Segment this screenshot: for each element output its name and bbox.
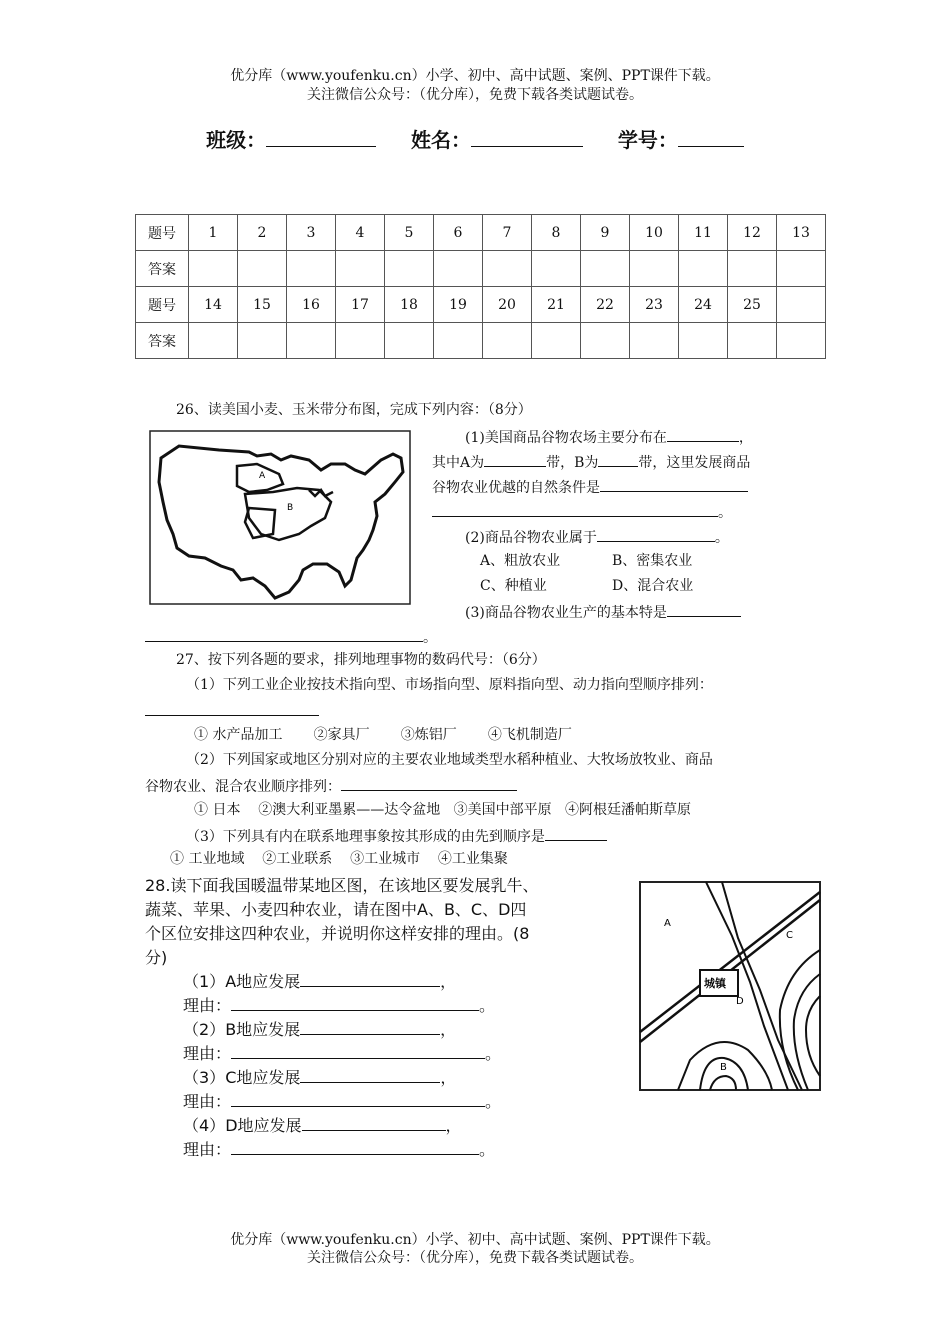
question-number: 22 (581, 287, 630, 323)
contour-line (806, 996, 820, 1076)
us-map-figure (149, 430, 411, 606)
question-number: 13 (777, 215, 826, 251)
answer-cell[interactable] (581, 251, 630, 287)
q27-sub2-line2 (145, 777, 517, 796)
table-row (136, 323, 826, 359)
q28-reason-label: 理由： (183, 1092, 232, 1111)
answer-blank[interactable] (598, 453, 638, 467)
number-field[interactable] (678, 128, 744, 147)
question-number (777, 287, 826, 323)
q27-sub1: （1）下列工业企业按技术指向型、市场指向型、原料指向型、动力指向型顺序排列： (186, 677, 713, 693)
answer-blank[interactable] (231, 1139, 479, 1155)
q27-item: ④工业集聚 (437, 851, 508, 867)
q28-text: D地应发展 (225, 1116, 302, 1135)
question-number: 21 (532, 287, 581, 323)
answer-blank[interactable] (300, 1067, 440, 1083)
answer-blank[interactable] (667, 428, 739, 442)
q27-sub3 (186, 827, 607, 846)
contour-line (710, 1076, 736, 1090)
q28-reason-b (183, 1043, 501, 1064)
q26-p2: (2)商品谷物农业属于 (465, 530, 597, 546)
q26-part3-line2 (145, 628, 437, 647)
question-number: 17 (336, 287, 385, 323)
q27-sub1-items (194, 727, 572, 744)
q27-item: ③工业城市 (350, 851, 421, 867)
q26-p1a: (1)美国商品谷物农场主要分布在 (465, 430, 667, 446)
map-label-d: D (736, 996, 744, 1007)
q27-item: ③炼铝厂 (400, 727, 457, 743)
question-number: 25 (728, 287, 777, 323)
q27-sub3-items (170, 851, 508, 868)
q28-item-a (183, 971, 456, 992)
question-number: 6 (434, 215, 483, 251)
map-label-b: B (720, 1062, 727, 1073)
answer-cell[interactable] (189, 251, 238, 287)
corn-belt-area (245, 488, 331, 540)
question-number: 15 (238, 287, 287, 323)
q27-item: ① 日本 (194, 802, 241, 818)
us-outline (159, 446, 403, 598)
q27-item: ④飞机制造厂 (487, 727, 572, 743)
answer-blank[interactable] (341, 777, 517, 791)
q28-line4: 分) (145, 948, 168, 967)
question-number: 7 (483, 215, 532, 251)
q26-option-c[interactable]: C、种植业 (480, 578, 547, 594)
name-label: 姓名： (411, 128, 471, 152)
answer-cell[interactable] (385, 323, 434, 359)
row-label: 题号 (136, 287, 189, 323)
q28-text: C地应发展 (225, 1068, 301, 1087)
q27-s2b: 谷物农业、混合农业顺序排列： (145, 779, 341, 795)
answer-cell[interactable] (336, 251, 385, 287)
map-label-c: C (786, 930, 793, 941)
q26-p1b: ， (738, 430, 753, 446)
q26-title: 26、读美国小麦、玉米带分布图，完成下列内容：（8分） (176, 402, 532, 418)
q28-text: A地应发展 (225, 972, 301, 991)
answer-cell[interactable] (385, 251, 434, 287)
footer-line-2: 关注微信公众号：（优分库），免费下载各类试题试卷。 (307, 1250, 643, 1266)
table-row (136, 287, 826, 323)
q28-reason-label: 理由： (183, 996, 232, 1015)
number-label: 学号： (617, 128, 678, 152)
q26-option-a[interactable]: A、粗放农业 (480, 553, 561, 569)
q28-reason-d (183, 1139, 495, 1160)
header-line-1: 优分库（www.youfenku.cn）小学、初中、高中试题、案例、PPT课件下载。 (230, 68, 720, 84)
answer-cell[interactable] (777, 323, 826, 359)
answer-cell[interactable] (630, 323, 679, 359)
name-field[interactable] (471, 128, 583, 147)
question-number: 14 (189, 287, 238, 323)
regional-map-figure (638, 880, 822, 1092)
answer-blank[interactable] (231, 995, 479, 1011)
q27-sub1-blank (145, 702, 319, 721)
q26-part3 (465, 603, 741, 622)
answer-blank[interactable] (600, 478, 748, 492)
q26-part1-line2 (432, 453, 750, 472)
q28-period: 。 (485, 1092, 502, 1111)
question-number: 1 (189, 215, 238, 251)
q28-comma: ， (440, 1020, 457, 1039)
q26-part1-line4 (432, 503, 732, 522)
q26-part1-line3 (432, 478, 748, 497)
question-number: 2 (238, 215, 287, 251)
answer-cell[interactable] (287, 251, 336, 287)
answer-cell[interactable] (532, 323, 581, 359)
q27-item: ②家具厂 (313, 727, 370, 743)
row-label: 答案 (136, 251, 189, 287)
q27-sub2: （2）下列国家或地区分别对应的主要农业地域类型水稻种植业、大牧场放牧业、商品 (186, 752, 713, 768)
table-row (136, 251, 826, 287)
answer-cell[interactable] (483, 251, 532, 287)
answer-cell[interactable] (434, 251, 483, 287)
q26-p2end: 。 (714, 530, 729, 546)
answer-cell[interactable] (336, 323, 385, 359)
q28-period: 。 (479, 996, 496, 1015)
map-frame (150, 431, 410, 604)
answer-cell[interactable] (434, 323, 483, 359)
q27-item: ① 工业地域 (170, 851, 245, 867)
answer-blank[interactable] (302, 1115, 446, 1131)
answer-cell[interactable] (728, 251, 777, 287)
answer-cell[interactable] (287, 323, 336, 359)
q28-line3: 个区位安排这四种农业，并说明你这样安排的理由。(8 (145, 924, 530, 943)
q28-num: （2） (183, 1020, 226, 1039)
q27-item: ① 水产品加工 (194, 727, 283, 743)
answer-cell[interactable] (238, 323, 287, 359)
question-number: 20 (483, 287, 532, 323)
q26-p3end: 。 (423, 630, 437, 646)
answer-cell[interactable] (189, 323, 238, 359)
question-number: 18 (385, 287, 434, 323)
answer-blank[interactable] (300, 1019, 440, 1035)
answer-cell[interactable] (238, 251, 287, 287)
answer-table (135, 214, 826, 359)
answer-blank[interactable] (145, 702, 319, 716)
q28-item-d (183, 1115, 462, 1136)
q28-comma: ， (445, 1116, 462, 1135)
q28-item-b (183, 1019, 456, 1040)
answer-cell[interactable] (581, 323, 630, 359)
class-label: 班级： (206, 128, 267, 152)
q27-item: ③美国中部平原 (453, 802, 552, 818)
q26-p1f: 谷物农业优越的自然条件是 (432, 480, 600, 496)
answer-blank[interactable] (597, 528, 715, 542)
q28-comma: ， (440, 1068, 457, 1087)
q27-item: ④阿根廷潘帕斯草原 (564, 802, 691, 818)
q27-sub2-items (194, 802, 691, 819)
row-label: 题号 (136, 215, 189, 251)
q28-text: B地应发展 (225, 1020, 301, 1039)
q27-s3: （3）下列具有内在联系地理事象按其形成的由先到顺序是 (186, 829, 545, 845)
answer-cell[interactable] (532, 251, 581, 287)
table-row (136, 215, 826, 251)
q28-reason-label: 理由： (183, 1140, 232, 1159)
question-number: 23 (630, 287, 679, 323)
question-number: 16 (287, 287, 336, 323)
question-number: 4 (336, 215, 385, 251)
question-number: 9 (581, 215, 630, 251)
q28-period: 。 (485, 1044, 502, 1063)
q28-num: （1） (183, 972, 226, 991)
q28-reason-c (183, 1091, 501, 1112)
q28-item-c (183, 1067, 456, 1088)
answer-cell[interactable] (728, 323, 777, 359)
question-number: 10 (630, 215, 679, 251)
q26-part2 (465, 528, 729, 547)
question-number: 11 (679, 215, 728, 251)
class-field[interactable] (266, 128, 376, 147)
q26-option-d[interactable]: D、混合农业 (612, 578, 694, 594)
map-label-a: A (664, 918, 671, 929)
answer-blank[interactable] (231, 1043, 485, 1059)
q28-comma: ， (440, 972, 457, 991)
map-label-a: A (259, 471, 266, 481)
answer-cell[interactable] (630, 251, 679, 287)
answer-blank[interactable] (667, 603, 741, 617)
question-number: 5 (385, 215, 434, 251)
question-number: 24 (679, 287, 728, 323)
q26-part1 (465, 428, 753, 447)
answer-blank[interactable] (300, 971, 440, 987)
q28-num: （3） (183, 1068, 226, 1087)
question-number: 19 (434, 287, 483, 323)
answer-blank[interactable] (545, 827, 607, 841)
q28-line2: 蔬菜、苹果、小麦四种农业，请在图中A、B、C、D四 (145, 900, 527, 919)
q26-p1e: 带，这里发展商品 (638, 455, 751, 471)
answer-blank[interactable] (145, 628, 423, 642)
question-number: 3 (287, 215, 336, 251)
footer-line-1: 优分库（www.youfenku.cn）小学、初中、高中试题、案例、PPT课件下载。 (230, 1232, 720, 1248)
map-town-label: 城镇 (704, 977, 726, 990)
header-line-2: 关注微信公众号：（优分库），免费下载各类试题试卷。 (307, 87, 643, 103)
q27-item: ②工业联系 (262, 851, 333, 867)
q28-reason-a (183, 995, 495, 1016)
q26-p1d: 带，B为 (546, 455, 599, 471)
question-number: 12 (728, 215, 777, 251)
row-label: 答案 (136, 323, 189, 359)
answer-blank[interactable] (432, 503, 718, 517)
q28-period: 。 (479, 1140, 496, 1159)
q26-p1g: 。 (718, 505, 732, 521)
q26-option-b[interactable]: B、密集农业 (612, 553, 693, 569)
q27-item: ②澳大利亚墨累——达令盆地 (258, 802, 441, 818)
student-info (0, 124, 950, 153)
answer-cell[interactable] (679, 251, 728, 287)
answer-blank[interactable] (231, 1091, 485, 1107)
q27-title: 27、按下列各题的要求，排列地理事物的数码代号：（6分） (176, 652, 546, 668)
question-number: 8 (532, 215, 581, 251)
q26-p1c: 其中A为 (432, 455, 485, 471)
q28-line1: 28.读下面我国暖温带某地区图，在该地区要发展乳牛、 (145, 876, 539, 895)
map-label-b: B (287, 503, 294, 513)
answer-cell[interactable] (679, 323, 728, 359)
q26-p3: (3)商品谷物农业生产的基本特是 (465, 605, 667, 621)
answer-blank[interactable] (484, 453, 546, 467)
answer-cell[interactable] (777, 251, 826, 287)
q28-reason-label: 理由： (183, 1044, 232, 1063)
q28-num: （4） (183, 1116, 226, 1135)
answer-cell[interactable] (483, 323, 532, 359)
